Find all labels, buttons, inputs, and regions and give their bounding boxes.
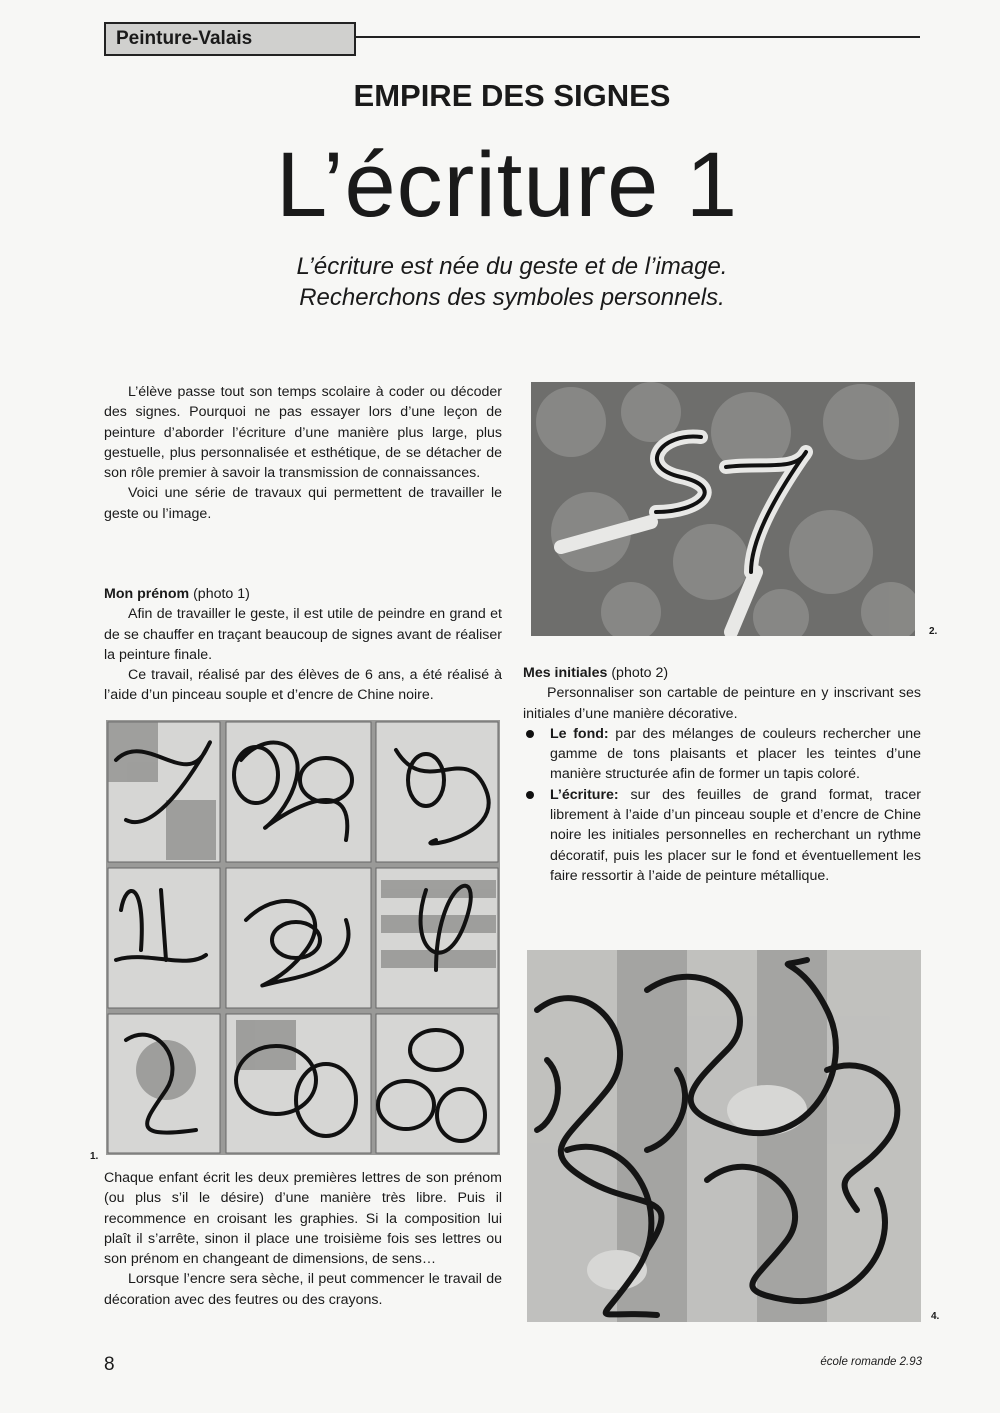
page-number: 8 — [104, 1354, 115, 1375]
bullet-icon — [526, 791, 534, 799]
section-2-bullet-list — [523, 724, 921, 886]
photo-1 — [106, 720, 500, 1155]
intro-text — [104, 382, 502, 524]
bullet-text: par des mélanges de couleurs rechercher une gamme de tons plaisants et placer les teintes d’une manière structurée afin de former un tapis coloré. — [550, 725, 921, 783]
section-mes-initiales — [523, 663, 921, 886]
section-1-paragraph-2: Ce travail, réalisé par des élèves de 6 ans, a été réalisé à l’aide d’un pinceau souple et d’encre de Chine noire. — [104, 667, 502, 704]
section-1-ref: (photo 1) — [193, 586, 250, 602]
subtitle — [0, 251, 1000, 313]
intro-paragraph-1: L’élève passe tout son temps scolaire à coder ou décoder des signes. Pourquoi ne pas essayer lors d’une leçon de peinture d’aborder l’écriture d’une manière plus large, plus gestuelle, plus personnalisée et esthétique, de se détacher de son rôle premier à savoir la transmission de connaissances. — [104, 384, 502, 482]
section-1-paragraph-4: Lorsque l’encre sera sèche, il peut commencer le travail de décoration avec des feutres ou des crayons. — [104, 1271, 502, 1308]
bullet-term: L’écriture: — [550, 786, 619, 803]
bullet-icon — [526, 730, 534, 738]
section-1-continued — [104, 1168, 502, 1310]
section-1-paragraph-1: Afin de travailler le geste, il est utile de peindre en grand et de se chauffer en traçant beaucoup de signes avant de réaliser la peinture finale. — [104, 606, 502, 663]
header-rule — [356, 36, 920, 38]
section-1-paragraph-3: Chaque enfant écrit les deux premières lettres de son prénom (ou plus s’il le désire) d’une manière très libre. Puis il recommence en croisant les graphies. Si la composition lui plaît il s’arrête, sinon il place une troisième fois ses lettres ou son prénom en changeant de dimensions, de sens… — [104, 1170, 502, 1268]
bullet-text: sur des feuilles de grand format, tracer librement à l’aide d’un pinceau souple et d’encre de Chine noire les initiales personnelles en recherchant un rythme décoratif, puis les placer sur le fond et éventuellement les faire ressortir à l’aide de peinture métallique. — [550, 786, 921, 884]
photo-4-image — [527, 950, 921, 1322]
intro-paragraph-2: Voici une série de travaux qui permettent de travailler le geste ou l’image. — [104, 485, 502, 522]
subtitle-line-2: Recherchons des symboles personnels. — [299, 284, 725, 311]
section-1-heading — [104, 584, 502, 604]
bullet-term: Le fond: — [550, 725, 609, 742]
section-1-title: Mon prénom — [104, 586, 190, 602]
kicker: EMPIRE DES SIGNES — [353, 78, 671, 113]
photo-4 — [527, 950, 921, 1322]
photo-1-image — [106, 720, 500, 1155]
photo-2 — [531, 382, 915, 636]
page-title: L’écriture 1 — [275, 134, 739, 236]
section-mon-prenom — [104, 584, 502, 706]
section-2-ref: (photo 2) — [611, 665, 669, 681]
photo-2-image — [531, 382, 915, 636]
section-tab: Peinture-Valais — [104, 22, 356, 56]
bullet-item-ecriture — [523, 785, 921, 886]
photo-1-label: 1. — [90, 1151, 99, 1162]
section-2-title: Mes initiales — [523, 665, 608, 681]
photo-4-label: 4. — [931, 1311, 940, 1322]
section-2-paragraph-1: Personnaliser son cartable de peinture en y inscrivant ses initiales d’une manière décorative. — [523, 685, 921, 722]
photo-2-label: 2. — [929, 626, 938, 637]
section-2-heading — [523, 663, 921, 683]
bullet-item-fond — [523, 724, 921, 785]
publication-source: école romande 2.93 — [820, 1356, 922, 1368]
subtitle-line-1: L’écriture est née du geste et de l’image. — [296, 253, 728, 280]
